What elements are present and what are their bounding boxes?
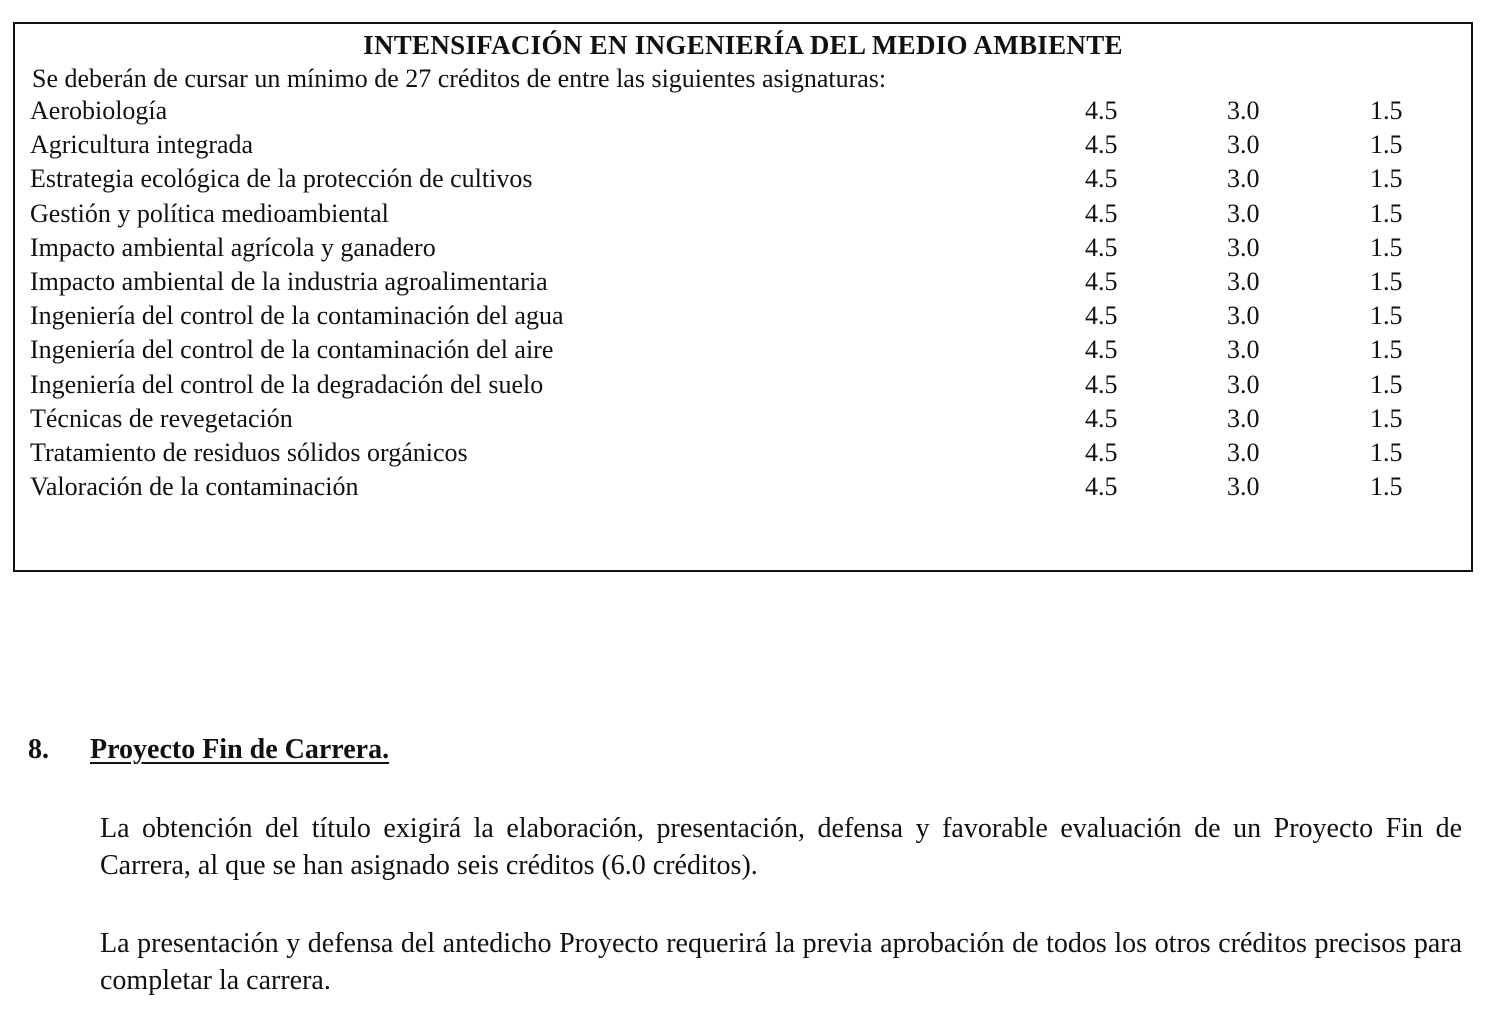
credits-practice: 1.5: [1370, 232, 1403, 262]
credits-theory: 3.0: [1227, 301, 1260, 331]
credits-theory: 3.0: [1227, 335, 1260, 365]
subject-name: Aerobiología: [30, 96, 168, 125]
subject-row: [15, 438, 1471, 472]
credits-practice: 1.5: [1370, 198, 1403, 228]
credits-theory: 3.0: [1227, 369, 1260, 399]
credits-practice: 1.5: [1370, 266, 1403, 296]
credits-theory: 3.0: [1227, 266, 1260, 296]
section-number: 8.: [28, 734, 49, 765]
subject-row: [15, 301, 1471, 335]
subject-row: [15, 199, 1471, 233]
subject-row: [15, 130, 1471, 164]
subject-row: [15, 370, 1471, 404]
credits-theory: 3.0: [1227, 472, 1260, 502]
section-title: Proyecto Fin de Carrera.: [90, 734, 390, 765]
credits-practice: 1.5: [1370, 335, 1403, 365]
paragraph: La presentación y defensa del antedicho Proyecto requerirá la previa aprobación de todos los otros créditos precisos para completar la carrera.: [100, 928, 1462, 996]
box-title: INTENSIFACIÓN EN INGENIERÍA DEL MEDIO AMBIENTE: [363, 30, 1123, 60]
subject-name: Impacto ambiental agrícola y ganadero: [30, 232, 436, 262]
subject-name: Ingeniería del control de la degradación del suelo: [30, 369, 544, 399]
credits-practice: 1.5: [1370, 403, 1403, 433]
credits-total: 4.5: [1085, 266, 1118, 296]
credits-theory: 3.0: [1227, 437, 1260, 467]
credits-theory: 3.0: [1227, 403, 1260, 433]
credits-theory: 3.0: [1227, 198, 1260, 228]
subject-name: Técnicas de revegetación: [30, 403, 293, 433]
subject-name: Valoración de la contaminación: [30, 472, 359, 502]
credits-practice: 1.5: [1370, 437, 1403, 467]
credits-total: 4.5: [1085, 472, 1118, 502]
credits-total: 4.5: [1085, 403, 1118, 433]
subject-name: Estrategia ecológica de la protección de cultivos: [30, 164, 533, 194]
subject-name: Gestión y política medioambiental: [30, 198, 389, 228]
subject-name: Impacto ambiental de la industria agroalimentaria: [30, 266, 548, 296]
subject-row: [15, 472, 1471, 506]
paragraph: La obtención del título exigirá la elaboración, presentación, defensa y favorable evaluación de un Proyecto Fin de Carrera, al que se han asignado seis créditos (6.0 créditos).: [100, 813, 1462, 881]
credits-total: 4.5: [1085, 130, 1118, 160]
subject-row: [15, 404, 1471, 438]
credits-total: 4.5: [1085, 369, 1118, 399]
credits-total: 4.5: [1085, 437, 1118, 467]
subject-row: [15, 267, 1471, 301]
credits-practice: 1.5: [1370, 301, 1403, 331]
subject-name: Ingeniería del control de la contaminación del aire: [30, 335, 554, 365]
subject-name: Tratamiento de residuos sólidos orgánicos: [30, 437, 468, 467]
subjects-box: [13, 22, 1473, 572]
credits-total: 4.5: [1085, 198, 1118, 228]
credits-practice: 1.5: [1370, 472, 1403, 502]
credits-total: 4.5: [1085, 232, 1118, 262]
subject-row: [15, 96, 1471, 130]
credits-theory: 3.0: [1227, 164, 1260, 194]
subjects-list: [15, 96, 1471, 506]
credits-practice: 1.5: [1370, 164, 1403, 194]
credits-total: 4.5: [1085, 96, 1118, 125]
subject-row: [15, 335, 1471, 369]
credits-practice: 1.5: [1370, 96, 1403, 125]
credits-total: 4.5: [1085, 335, 1118, 365]
credits-theory: 3.0: [1227, 96, 1260, 125]
section-heading: [28, 734, 389, 766]
subject-row: [15, 233, 1471, 267]
credits-total: 4.5: [1085, 301, 1118, 331]
credits-theory: 3.0: [1227, 232, 1260, 262]
subject-name: Agricultura integrada: [30, 130, 254, 160]
credits-total: 4.5: [1085, 164, 1118, 194]
subject-name: Ingeniería del control de la contaminación del agua: [30, 301, 564, 331]
subject-row: [15, 164, 1471, 198]
box-intro: Se deberán de cursar un mínimo de 27 créditos de entre las siguientes asignaturas:: [32, 64, 887, 93]
credits-theory: 3.0: [1227, 130, 1260, 160]
credits-practice: 1.5: [1370, 369, 1403, 399]
credits-practice: 1.5: [1370, 130, 1403, 160]
